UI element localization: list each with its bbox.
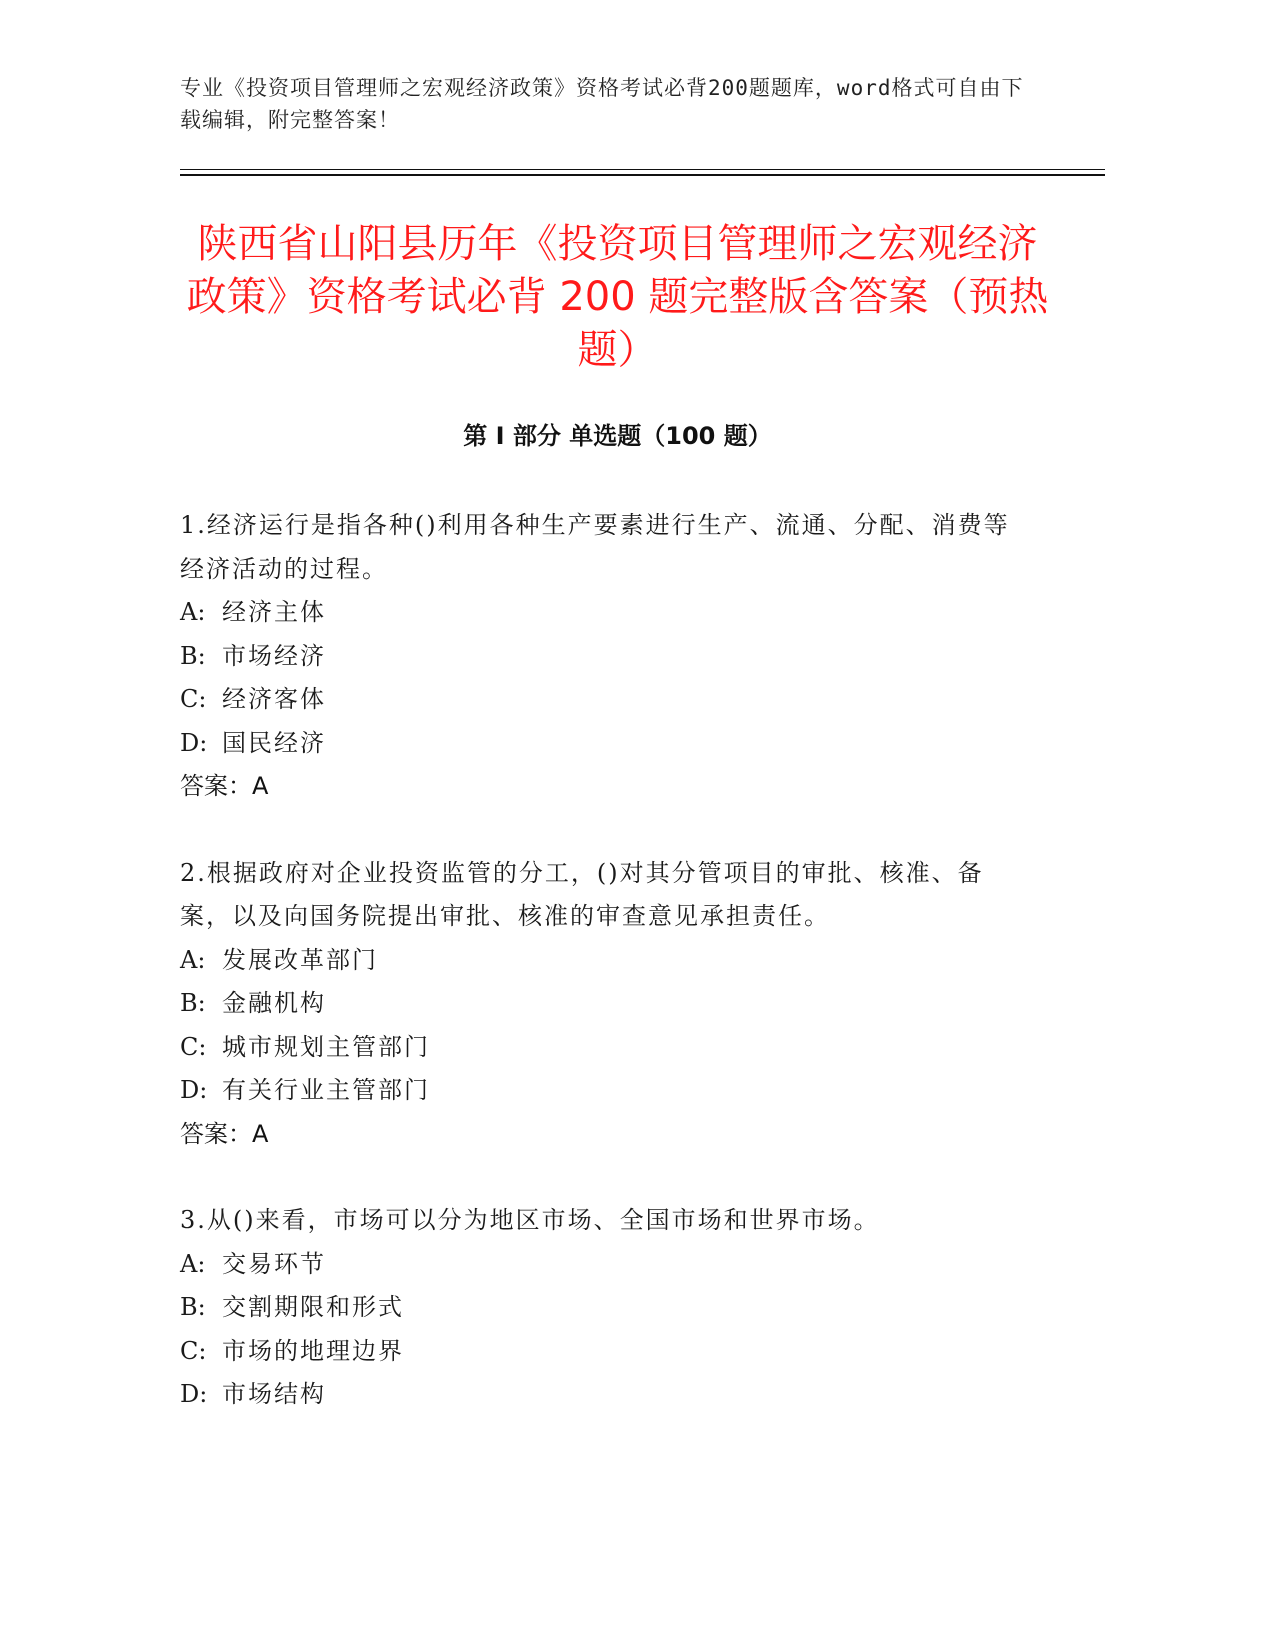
question-list bbox=[180, 504, 1020, 1460]
section-heading: 第 I 部分 单选题（100 题） bbox=[463, 422, 772, 450]
option-letter: A: bbox=[180, 598, 206, 626]
header-divider-thin bbox=[180, 169, 1105, 170]
option-a bbox=[180, 939, 1020, 983]
option-text: 经济主体 bbox=[222, 598, 326, 626]
option-letter: D: bbox=[180, 1380, 208, 1408]
question-2 bbox=[180, 852, 1020, 1157]
option-letter: C: bbox=[180, 1336, 207, 1365]
question-3 bbox=[180, 1199, 1020, 1417]
option-letter: C: bbox=[180, 1032, 207, 1061]
question-stem: 2.根据政府对企业投资监管的分工，()对其分管项目的审批、核准、备案，以及向国务院提出审批、核准的审查意见承担责任。 bbox=[180, 858, 984, 930]
option-text: 交割期限和形式 bbox=[222, 1293, 404, 1321]
option-letter: A: bbox=[180, 1249, 206, 1278]
option-letter: A: bbox=[180, 945, 206, 974]
answer-line: 答案：A bbox=[180, 772, 269, 800]
option-text: 有关行业主管部门 bbox=[222, 1076, 430, 1104]
option-text: 发展改革部门 bbox=[222, 945, 378, 974]
option-letter: C: bbox=[180, 685, 207, 713]
option-c bbox=[180, 678, 1020, 722]
option-letter: B: bbox=[180, 1293, 206, 1321]
question-1 bbox=[180, 504, 1020, 809]
option-d bbox=[180, 722, 1020, 766]
option-d bbox=[180, 1069, 1020, 1113]
header-divider-thick bbox=[180, 174, 1105, 176]
question-stem: 3.从()来看，市场可以分为地区市场、全国市场和世界市场。 bbox=[180, 1206, 880, 1234]
option-a bbox=[180, 1243, 1020, 1287]
option-d bbox=[180, 1373, 1020, 1417]
answer-line: 答案：A bbox=[180, 1119, 269, 1148]
option-text: 国民经济 bbox=[222, 728, 326, 757]
option-b bbox=[180, 982, 1020, 1026]
option-letter: B: bbox=[180, 641, 206, 670]
option-b bbox=[180, 1286, 1020, 1330]
option-b bbox=[180, 635, 1020, 679]
option-text: 市场经济 bbox=[222, 641, 326, 670]
option-text: 城市规划主管部门 bbox=[222, 1032, 430, 1061]
option-letter: B: bbox=[180, 989, 206, 1017]
option-text: 金融机构 bbox=[222, 989, 326, 1017]
option-text: 交易环节 bbox=[222, 1249, 326, 1278]
option-text: 市场的地理边界 bbox=[222, 1336, 404, 1365]
option-text: 经济客体 bbox=[222, 685, 326, 713]
question-stem: 1.经济运行是指各种()利用各种生产要素进行生产、流通、分配、消费等经济活动的过程。 bbox=[180, 511, 1010, 583]
option-a bbox=[180, 591, 1020, 635]
option-c bbox=[180, 1026, 1020, 1070]
option-text: 市场结构 bbox=[222, 1380, 326, 1408]
option-letter: D: bbox=[180, 728, 208, 757]
option-c bbox=[180, 1330, 1020, 1374]
option-letter: D: bbox=[180, 1076, 208, 1104]
header-note: 专业《投资项目管理师之宏观经济政策》资格考试必背200题题库，word格式可自由下载编辑，附完整答案！ bbox=[180, 76, 1024, 132]
document-title: 陕西省山阳县历年《投资项目管理师之宏观经济政策》资格考试必背 200 题完整版含答案（预热题） bbox=[186, 221, 1049, 373]
